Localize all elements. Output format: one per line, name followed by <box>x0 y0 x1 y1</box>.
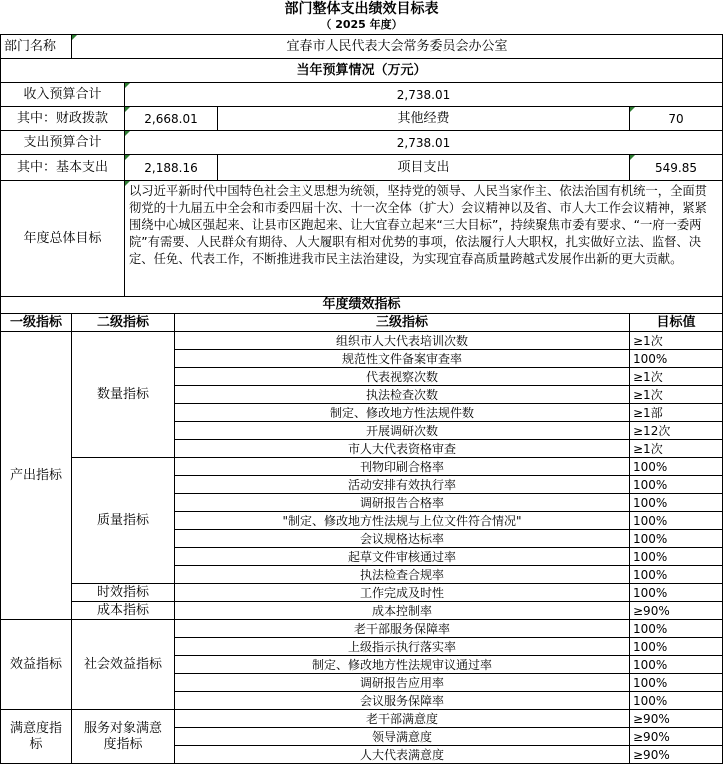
performance-table <box>0 34 723 764</box>
indicator-name: 活动安排有效执行率 <box>175 476 630 494</box>
other-funds-label: 其他经费 <box>218 107 630 131</box>
col-header-target: 目标值 <box>630 314 723 332</box>
indicator-target: 100% <box>630 548 723 566</box>
indicator-target: 100% <box>630 638 723 656</box>
expense-total-value: 2,738.01 <box>125 131 723 155</box>
budget-header: 当年预算情况（万元） <box>1 59 723 83</box>
page-title: 部门整体支出绩效目标表 <box>284 1 439 17</box>
indicator-name: 老干部满意度 <box>175 710 630 728</box>
indicator-target: ≥90% <box>630 746 723 764</box>
indicator-target: ≥90% <box>630 710 723 728</box>
indicator-name: 调研报告应用率 <box>175 674 630 692</box>
indicator-name: 成本控制率 <box>175 602 630 620</box>
level2-quantity: 数量指标 <box>72 332 175 458</box>
project-expense-value: 549.85 <box>630 155 723 181</box>
indicator-name: 领导满意度 <box>175 728 630 746</box>
fiscal-value: 2,668.01 <box>125 107 218 131</box>
indicator-target: 100% <box>630 494 723 512</box>
other-funds-value: 70 <box>630 107 723 131</box>
annual-goal-label: 年度总体目标 <box>1 181 125 297</box>
level2-timeliness: 时效指标 <box>72 584 175 602</box>
indicator-name: 起草文件审核通过率 <box>175 548 630 566</box>
indicator-name: 代表视察次数 <box>175 368 630 386</box>
level2-cost: 成本指标 <box>72 602 175 620</box>
level1-satisfaction: 满意度指标 <box>1 710 72 764</box>
indicator-name: 组织市人大代表培训次数 <box>175 332 630 350</box>
indicator-target: ≥12次 <box>630 422 723 440</box>
basic-expense-value: 2,188.16 <box>125 155 218 181</box>
indicator-name: 刊物印刷合格率 <box>175 458 630 476</box>
indicator-name: "制定、修改地方性法规与上位文件符合情况" <box>175 512 630 530</box>
indicator-name: 执法检查次数 <box>175 386 630 404</box>
col-header-level3: 三级指标 <box>175 314 630 332</box>
indicator-name: 人大代表满意度 <box>175 746 630 764</box>
annual-goal-text: 以习近平新时代中国特色社会主义思想为统领，坚持党的领导、人民当家作主、依法治国有机统一，全面贯彻党的十九届五中全会和市委四届十次、十一次全体（扩大）会议精神以及省、市人大工作会议精神，紧紧围绕中心城区强起来、让县市区跑起来、让大宜春立起来“三大目标”，持续聚焦市委有要求、“一府一委两院”有需要、人民群众有期待、人大履职有相对优势的事项，依法履行人大职权，扎实做好立法、监督、决定、任免、代表工作，不断推进我市民主法治建设，为实现宜春高质量跨越式发展作出新的更大贡献。 <box>125 181 723 297</box>
basic-expense-label: 其中：基本支出 <box>1 155 125 181</box>
indicator-target: 100% <box>630 620 723 638</box>
year-label: （ 2025 年度） <box>320 18 403 31</box>
level1-output: 产出指标 <box>1 332 72 620</box>
indicator-name: 会议规格达标率 <box>175 530 630 548</box>
col-header-level2: 二级指标 <box>72 314 175 332</box>
fiscal-label: 其中：财政拨款 <box>1 107 125 131</box>
indicator-target: 100% <box>630 692 723 710</box>
indicator-target: 100% <box>630 674 723 692</box>
indicator-name: 制定、修改地方性法规审议通过率 <box>175 656 630 674</box>
dept-name-value: 宜春市人民代表大会常务委员会办公室 <box>72 35 723 59</box>
indicator-target: ≥90% <box>630 728 723 746</box>
income-total-value: 2,738.01 <box>125 83 723 107</box>
indicator-name: 市人大代表资格审查 <box>175 440 630 458</box>
indicator-name: 工作完成及时性 <box>175 584 630 602</box>
expense-total-label: 支出预算合计 <box>1 131 125 155</box>
income-total-label: 收入预算合计 <box>1 83 125 107</box>
col-header-level1: 一级指标 <box>1 314 72 332</box>
indicator-target: 100% <box>630 458 723 476</box>
indicator-name: 调研报告合格率 <box>175 494 630 512</box>
indicator-name: 老干部服务保障率 <box>175 620 630 638</box>
indicator-target: ≥1部 <box>630 404 723 422</box>
indicator-target: 100% <box>630 656 723 674</box>
indicator-target: ≥1次 <box>630 386 723 404</box>
indicator-name: 规范性文件备案审查率 <box>175 350 630 368</box>
level2-service: 服务对象满意度指标 <box>72 710 175 764</box>
indicator-target: ≥1次 <box>630 332 723 350</box>
indicator-target: 100% <box>630 512 723 530</box>
indicator-name: 上级指示执行落实率 <box>175 638 630 656</box>
indicator-target: 100% <box>630 566 723 584</box>
indicator-target: 100% <box>630 476 723 494</box>
indicator-target: ≥1次 <box>630 440 723 458</box>
indicator-name: 会议服务保障率 <box>175 692 630 710</box>
indicator-target: ≥1次 <box>630 368 723 386</box>
indicator-target: 100% <box>630 350 723 368</box>
indicator-target: 100% <box>630 584 723 602</box>
indicator-name: 制定、修改地方性法规件数 <box>175 404 630 422</box>
indicator-target: 100% <box>630 530 723 548</box>
performance-header: 年度绩效指标 <box>1 297 723 314</box>
indicator-name: 开展调研次数 <box>175 422 630 440</box>
indicator-name: 执法检查合规率 <box>175 566 630 584</box>
level2-social: 社会效益指标 <box>72 620 175 710</box>
level2-quality: 质量指标 <box>72 458 175 584</box>
project-expense-label: 项目支出 <box>218 155 630 181</box>
indicator-target: ≥90% <box>630 602 723 620</box>
dept-name-label: 部门名称 <box>1 35 72 59</box>
level1-benefit: 效益指标 <box>1 620 72 710</box>
